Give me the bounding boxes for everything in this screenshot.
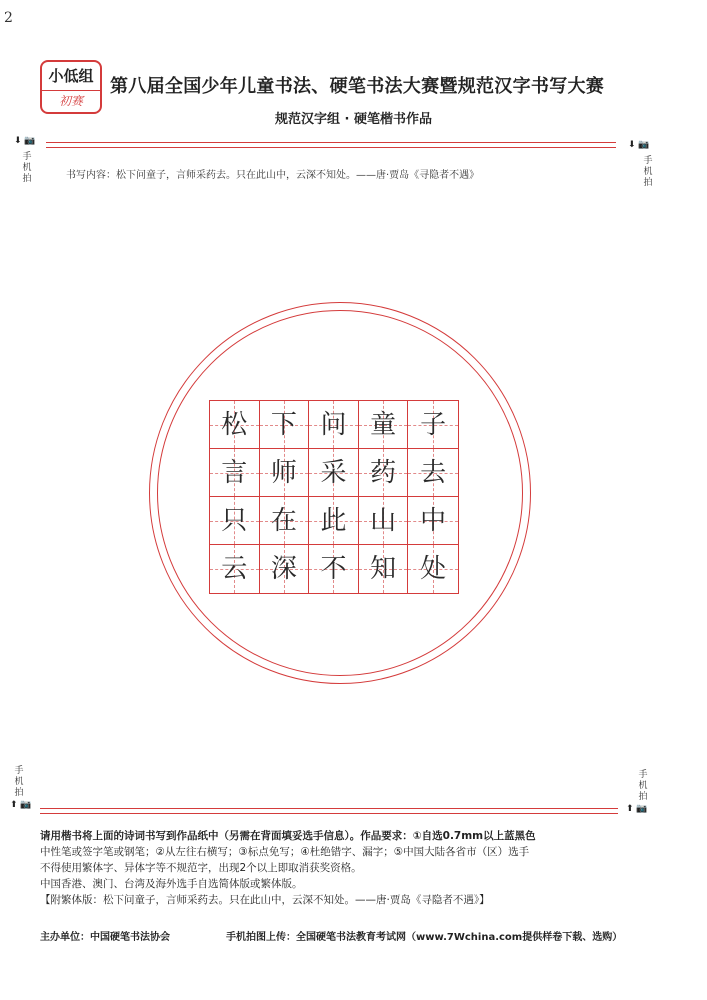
- grid-cell: [359, 401, 409, 449]
- grid-char: 松: [221, 409, 248, 440]
- requirement-line: 请用楷书将上面的诗词书写到作品纸中（另需在背面填妥选手信息）。作品要求：①自选0.7mm以上蓝黑色: [40, 830, 536, 842]
- grid-char: 药: [370, 457, 397, 488]
- requirement-line: 不得使用繁体字、异体字等不规范字，出现2个以上即取消获奖资格。: [40, 862, 362, 874]
- requirement-line: 中国香港、澳门、台湾及海外选手自选简体版或繁体版。: [40, 878, 303, 890]
- grid-char: 师: [270, 457, 297, 488]
- camera-upload-icon-left: ⬆ 📷: [10, 800, 32, 810]
- grid-cell: [359, 545, 409, 593]
- grid-cell: [309, 449, 359, 497]
- grid-char: 只: [221, 505, 248, 536]
- top-rule: [46, 142, 616, 143]
- grid-cell: [260, 401, 310, 449]
- group-label: 小低组: [42, 62, 100, 91]
- grid-char: 山: [370, 505, 397, 536]
- grid-char: 中: [420, 505, 447, 536]
- side-label-bottom-left: 手机拍: [14, 766, 24, 798]
- grid-cell: [359, 449, 409, 497]
- grid-cell: [408, 497, 458, 545]
- grid-cell: [210, 401, 260, 449]
- grid-char: 处: [420, 554, 447, 584]
- grid-char: 下: [270, 409, 297, 440]
- grid-char: 子: [420, 409, 447, 440]
- writing-content: 书写内容：松下问童子，言师采药去。只在此山中，云深不知处。——唐·贾岛《寻隐者不遇》: [66, 170, 480, 181]
- grid-cell: [260, 449, 310, 497]
- camera-download-icon-left: ⬇ 📷: [14, 136, 36, 146]
- grid-cell: [408, 449, 458, 497]
- grid-char: 去: [420, 457, 447, 488]
- requirements: [40, 828, 670, 908]
- page-title: 第八届全国少年儿童书法、硬笔书法大赛暨规范汉字书写大赛: [110, 76, 605, 97]
- bottom-rule-2: [40, 813, 618, 814]
- writing-grid: [209, 400, 459, 594]
- bottom-rule: [40, 808, 618, 809]
- side-label-top-right: 手机拍: [643, 156, 653, 188]
- requirement-line: 中性笔或签字笔或钢笔；②从左往右横写；③标点免写；④杜绝错字、漏字；⑤中国大陆各省市（区）选手: [40, 846, 530, 858]
- footer-organizer: 主办单位：中国硬笔书法协会: [40, 932, 170, 943]
- page-number: 2: [4, 10, 13, 26]
- grid-char: 在: [270, 505, 297, 536]
- camera-download-icon-right: ⬇ 📷: [628, 140, 650, 150]
- group-badge: [40, 60, 102, 114]
- grid-char: 采: [320, 457, 347, 488]
- grid-cell: [210, 545, 260, 593]
- grid-cell: [359, 497, 409, 545]
- round-label: 初赛: [58, 94, 83, 108]
- side-label-top-left: 手机拍: [22, 152, 32, 184]
- grid-cell: [260, 497, 310, 545]
- grid-cell: [210, 449, 260, 497]
- grid-char: 知: [370, 554, 397, 584]
- page-subtitle: 规范汉字组 · 硬笔楷书作品: [275, 112, 432, 127]
- grid-cell: [408, 545, 458, 593]
- top-rule-2: [46, 147, 616, 148]
- footer-upload: 手机拍图上传：全国硬笔书法教育考试网（www.7Wchina.com提供样卷下载、选购）: [226, 932, 623, 943]
- grid-cell: [210, 497, 260, 545]
- side-label-bottom-right: 手机拍: [638, 770, 648, 802]
- camera-upload-icon-right: ⬆ 📷: [626, 804, 648, 814]
- grid-char: 此: [320, 505, 347, 536]
- grid-char: 云: [221, 554, 248, 584]
- grid-cell: [309, 497, 359, 545]
- grid-char: 不: [320, 554, 347, 584]
- grid-cell: [260, 545, 310, 593]
- grid-cell: [309, 545, 359, 593]
- grid-char: 问: [320, 409, 347, 440]
- grid-char: 言: [221, 457, 248, 488]
- grid-cell: [408, 401, 458, 449]
- grid-char: 童: [370, 409, 397, 440]
- grid-cell: [309, 401, 359, 449]
- requirement-line: 【附繁体版：松下问童子，言师采药去。只在此山中，云深不知处。——唐·贾岛《寻隐者不遇》】: [40, 894, 490, 906]
- grid-char: 深: [270, 554, 297, 584]
